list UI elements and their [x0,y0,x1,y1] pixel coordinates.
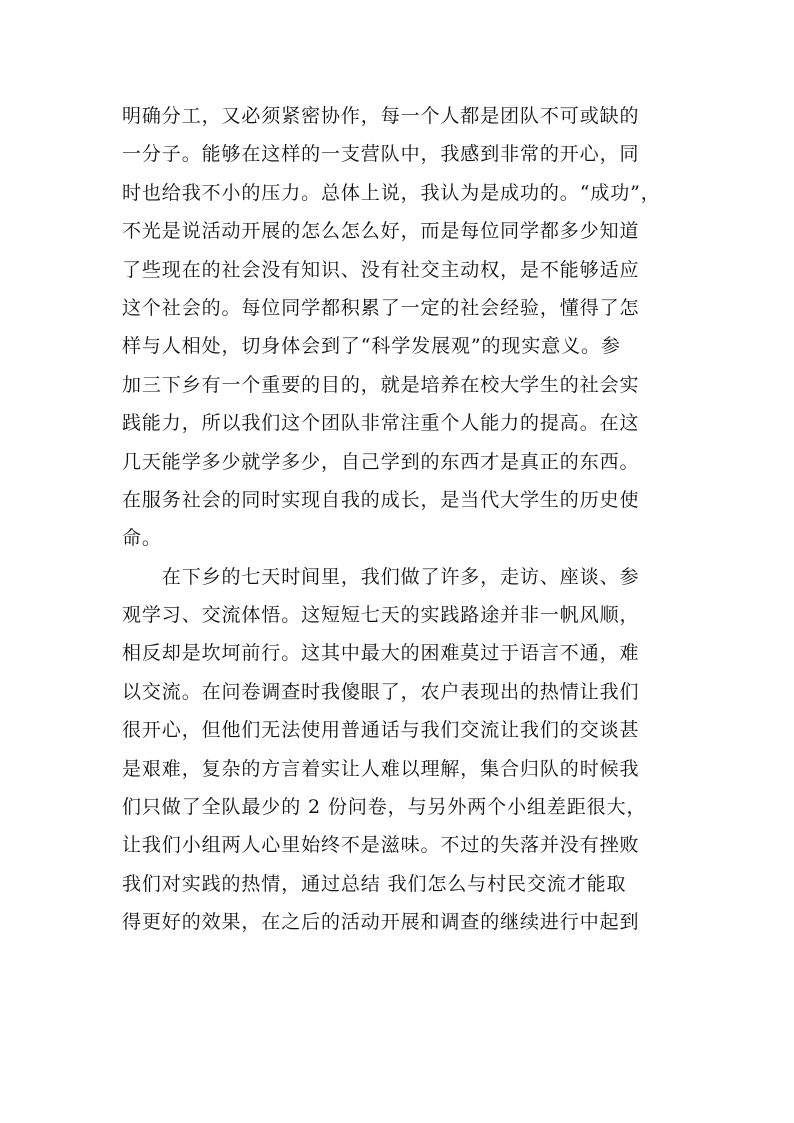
text-line: 时也给我不小的压力。总体上说，我认为是成功的。“成功”， [122,181,661,204]
text-line: 是艰难，复杂的方言着实让人难以理解，集合归队的时候我 [122,757,640,780]
paragraph-start-line: 在下乡的七天时间里，我们做了许多，走访、座谈、参 [122,565,640,588]
text-line: 得更好的效果，在之后的活动开展和调查的继续进行中起到 [122,911,640,934]
text-line: 们只做了全队最少的 2 份问卷，与另外两个小组差距很大， [122,796,647,819]
text-line: 让我们小组两人心里始终不是滋味。不过的失落并没有挫败 [122,834,640,857]
text-line: 了些现在的社会没有知识、没有社交主动权，是不能够适应 [122,258,640,281]
text-line: 样与人相处，切身体会到了“科学发展观”的现实意义。参 [122,335,621,358]
text-line: 在服务社会的同时实现自我的成长，是当代大学生的历史使 [122,488,640,511]
text-line: 以交流。在问卷调查时我傻眼了，农户表现出的热情让我们 [122,680,640,703]
text-line: 命。 [122,527,162,550]
body-text [122,97,682,942]
text-line: 践能力，所以我们这个团队非常注重个人能力的提高。在这 [122,412,640,435]
text-line: 相反却是坎坷前行。这其中最大的困难莫过于语言不通，难 [122,642,640,665]
text-line: 加三下乡有一个重要的目的，就是培养在校大学生的社会实 [122,373,640,396]
text-line: 这个社会的。每位同学都积累了一定的社会经验，懂得了怎 [122,296,640,319]
text-line: 几天能学多少就学多少，自己学到的东西才是真正的东西。 [122,450,640,473]
text-line: 一分子。能够在这样的一支营队中，我感到非常的开心，同 [122,143,640,166]
text-line: 很开心，但他们无法使用普通话与我们交流让我们的交谈甚 [122,719,640,742]
text-line: 观学习、交流体悟。这短短七天的实践路途并非一帆风顺， [122,604,640,627]
text-line: 我们对实践的热情，通过总结 我们怎么与村民交流才能取 [122,872,627,895]
text-line: 不光是说活动开展的怎么怎么好，而是每位同学都多少知道 [122,220,640,243]
text-line: 明确分工，又必须紧密协作，每一个人都是团队不可或缺的 [122,105,640,127]
